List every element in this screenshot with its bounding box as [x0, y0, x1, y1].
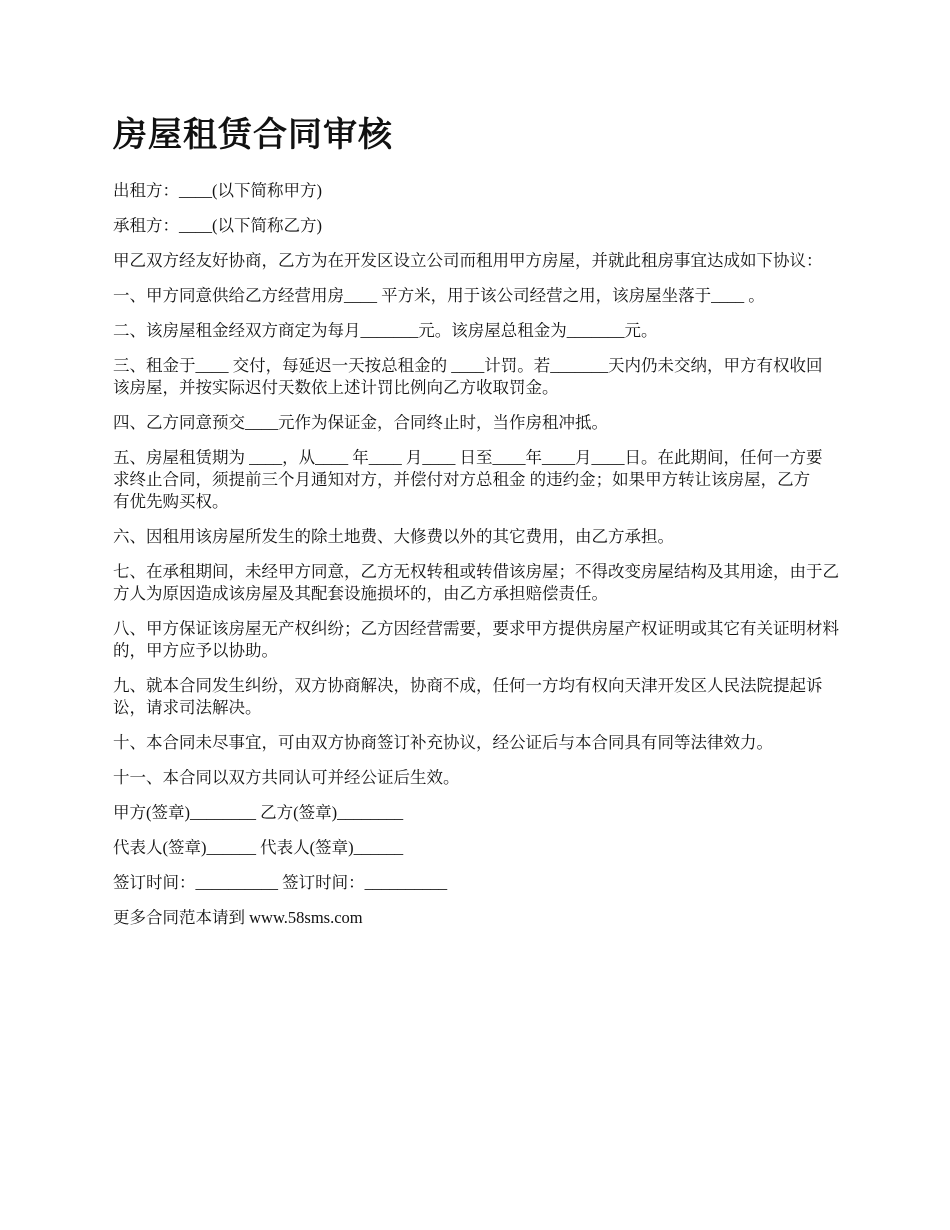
representative-line: 代表人(签章)______ 代表人(签章)______ — [113, 838, 404, 857]
clause-11: 十一、本合同以双方共同认可并经公证后生效。 — [113, 768, 460, 787]
clause-10: 十、本合同未尽事宜，可由双方协商签订补充协议，经公证后与本合同具有同等法律效力。 — [113, 733, 773, 752]
clause-9: 九、就本合同发生纠纷，双方协商解决，协商不成，任何一方均有权向天津开发区人民法院提起诉讼，请求司法解决。 — [113, 676, 823, 717]
lessee-line: 承租方：____(以下简称乙方) — [113, 216, 322, 235]
clause-8: 八、甲方保证该房屋无产权纠纷；乙方因经营需要，要求甲方提供房屋产权证明或其它有关证明材料的，甲方应予以协助。 — [113, 619, 839, 660]
document-title: 房屋租赁合同审核 — [113, 115, 393, 155]
document-body — [113, 180, 853, 942]
sign-date-line: 签订时间：__________ 签订时间：__________ — [113, 873, 448, 892]
signature-line: 甲方(签章)________ 乙方(签章)________ — [113, 803, 404, 822]
clause-6: 六、因租用该房屋所发生的除土地费、大修费以外的其它费用，由乙方承担。 — [113, 527, 674, 546]
clause-2: 二、该房屋租金经双方商定为每月_______元。该房屋总租金为_______元。 — [113, 321, 658, 340]
clause-4: 四、乙方同意预交____元作为保证金，合同终止时，当作房租冲抵。 — [113, 413, 608, 432]
clause-1: 一、甲方同意供给乙方经营用房____ 平方米，用于该公司经营之用，该房屋坐落于____ 。 — [113, 286, 765, 305]
footer-link-text: 更多合同范本请到 www.58sms.com — [113, 908, 363, 927]
clause-7: 七、在承租期间，未经甲方同意，乙方无权转租或转借该房屋；不得改变房屋结构及其用途，由于乙方人为原因造成该房屋及其配套设施损坏的，由乙方承担赔偿责任。 — [113, 562, 839, 603]
preamble-paragraph: 甲乙双方经友好协商，乙方为在开发区设立公司而租用甲方房屋，并就此租房事宜达成如下协议： — [113, 251, 823, 270]
clause-5: 五、房屋租赁期为 ____，从____ 年____ 月____ 日至____年____月____日。在此期间，任何一方要求终止合同，须提前三个月通知对方，并偿付对方总租金 的违约金；如果甲方转让该房屋，乙方有优先购买权。 — [113, 448, 823, 511]
lessor-line: 出租方：____(以下简称甲方) — [113, 181, 322, 200]
clause-3: 三、租金于____ 交付，每延迟一天按总租金的 ____计罚。若_______天内仍未交纳，甲方有权收回该房屋，并按实际迟付天数依上述计罚比例向乙方收取罚金。 — [113, 356, 823, 397]
